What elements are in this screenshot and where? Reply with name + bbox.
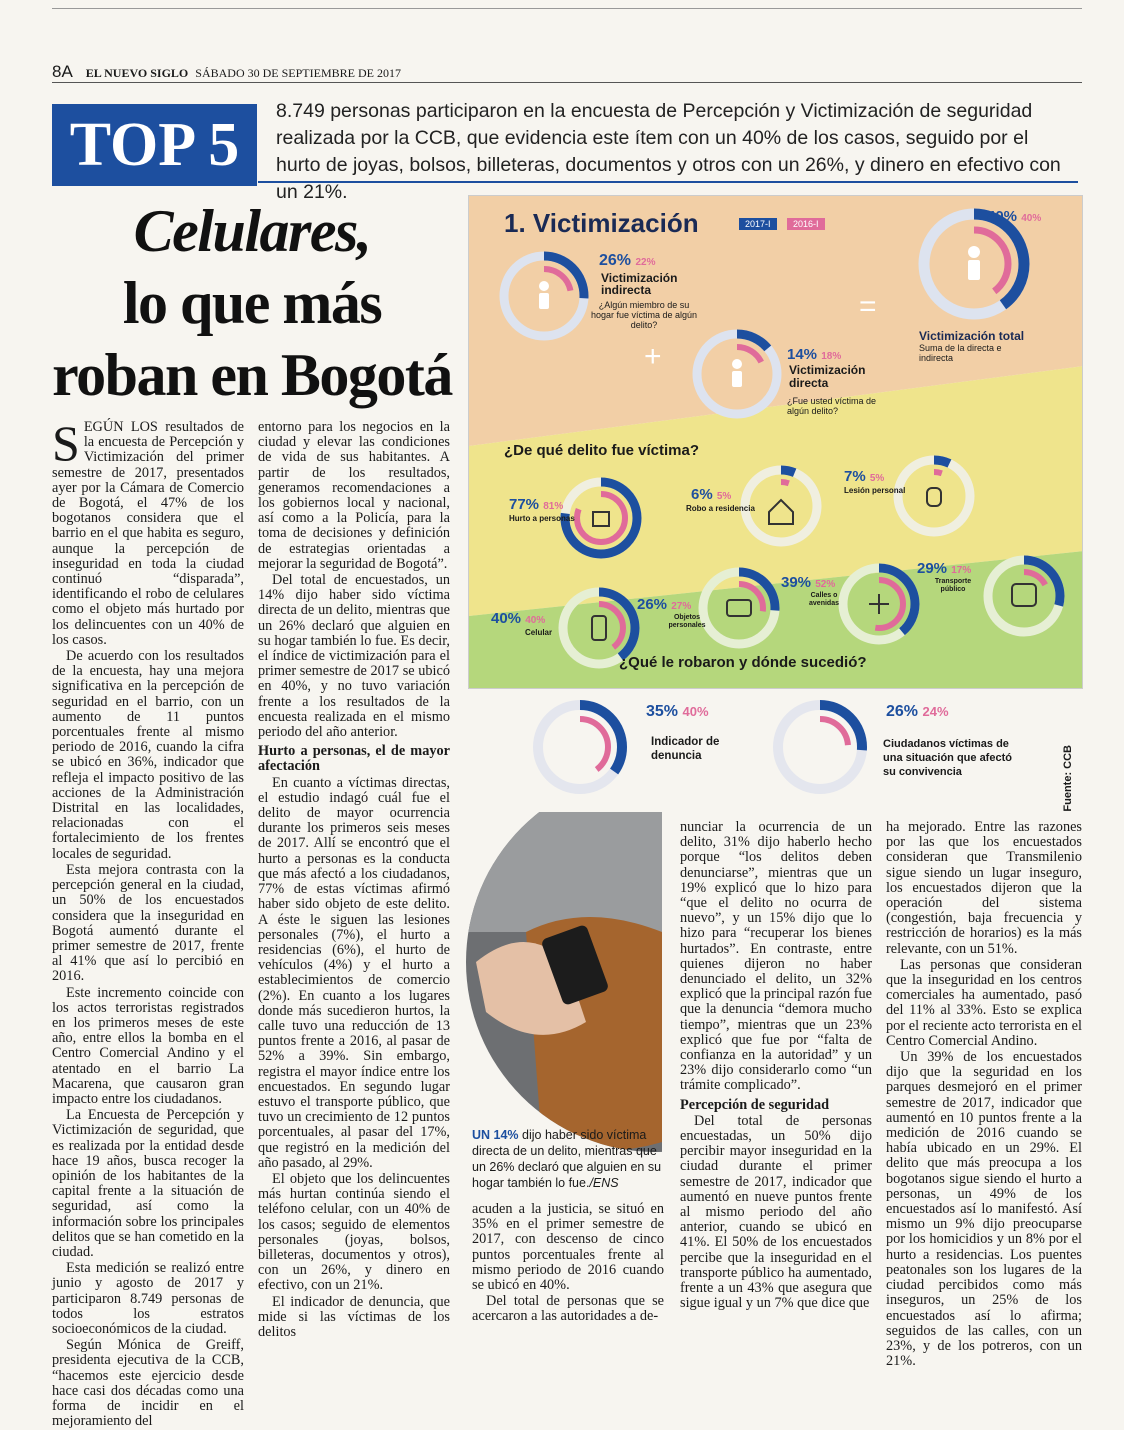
total-label: Victimización total [919, 329, 1025, 343]
delito-hurto-pct: 77% 81% [509, 496, 564, 513]
paragraph: En cuanto a víctimas directas, el estudio indagó cuál fue el delito de mayor ocurrencia durante los primeros seis meses de 2017. Allí se encontró que el hurto a personas es la conducta que más afectó a los ciudadanos, 77% de estas víctimas afirmó haber sido objeto de este delito. A éste le siguen las lesiones personales (7%), el hurto a residencias (6%), el hurto de vehículos (4%) y el hurto a establecimientos de comercio (2%). En cuanto a los lugares donde más sucedieron hurtos, la calle tuvo una reducción de 13 puntos frente a 2016, al pasar de 52% a 39%. Sin embargo, registra el mayor índice entre los encuestados. En segundo lugar estuvo el transporte público, que tuvo un crecimiento de 12 puntos porcentuales, al pasar del 17%, que registró en la medición del año pasado, al 29%. [258, 774, 450, 1171]
delito-robo-pct: 6% 5% [691, 486, 732, 503]
paragraph: entorno para los negocios en la ciudad y elevar las condiciones de vida de sus habitantes. A partir de los resultados, generamos recomendaciones a los gobiernos local y nacional, así como a la Policía, para la toma de decisiones y definición de estrategias orientadas a mejorar la seguridad de Bogotá”. [258, 419, 450, 572]
page-number: 8A [52, 62, 73, 81]
robo-celular-pct: 40% 40% [491, 610, 546, 627]
svg-text:+: + [644, 340, 662, 373]
robo-calles-label: Calles o avenidas [809, 592, 839, 607]
legend-2016: 2016-I [787, 218, 825, 230]
infographic [468, 195, 1083, 689]
headline-line2: lo que más [122, 270, 382, 336]
robo-celular-label: Celular [525, 628, 553, 637]
paragraph: Este incremento coincide con los actos terroristas registrados en los primeros meses de este año, entre ellos la bomba en el Centro Comercial Andino y el atentado en el barrio La Macarena, que causaron gran impacto entre los ciudadanos. [52, 984, 244, 1107]
intro-rule [258, 181, 1078, 183]
paragraph: ha mejorado. Entre las razones por las que los encuestados consideran que Transmilenio sigue siendo un lugar inseguro, los encuestados dijeron que la operación del sistema (congestión, baja frecuencia y restricción de horarios) es la más relevante, con un 51%. [886, 819, 1082, 957]
delito-hurto-label: Hurto a personas [509, 514, 575, 523]
drop-cap: S [52, 415, 80, 471]
headline [52, 195, 452, 411]
lead-paragraph: SEGÚN LOS resultados de la encuesta de Percepción y Victimización del primer semestre de 2017, presentados ayer por la Cámara de Comercio de Bogotá, el 47% de los bogotanos considera que el barrio en el que habita es seguro, aunque la percepción de inseguridad en toda la ciudad continuó “disparada”, identificando el robo de celulares como el objeto más hurtado por los delincuentes con un 40% de los casos. [52, 415, 244, 648]
directa-question: ¿Fue usted víctima de algún delito? [787, 396, 877, 416]
robo-transporte-pct: 29% 17% [917, 560, 972, 577]
svg-text:=: = [859, 290, 877, 323]
headline-line1: Celulares, [133, 198, 371, 264]
denuncia-pct: 35% 40% [646, 703, 709, 720]
robo-transporte-label: Transporte público [934, 578, 972, 593]
column-1 [52, 415, 244, 1430]
robo-objetos-pct: 26% 27% [637, 596, 692, 613]
top-rule [52, 8, 1082, 9]
legend-2017: 2017-I [739, 218, 777, 230]
source-credit: Fuente: CCB [1062, 745, 1074, 812]
paragraph: Del total de personas encuestadas, un 50% dijo percibir mayor inseguridad en la ciudad durante el primer semestre de 2017, indicador que aumentó en nueve puntos frente al mismo periodo del año anterior, cuando se ubicó en 41%. El 50% de los encuestados percibe que la inseguridad en el transporte público ha aumentado, frente a un 43% que asegura que sigue igual y un 7% que dice que [680, 1112, 872, 1312]
paragraph: Las personas que consideran que la inseguridad en los centros comerciales ha aumentado, pasó del 11% al 33%. Esto se explica por el reciente acto terrorista en el Centro Comercial Andino. [886, 956, 1082, 1049]
delito-lesion-pct: 7% 5% [844, 468, 885, 485]
paragraph: Del total de personas que se acercaron a las autoridades a de- [472, 1293, 664, 1325]
paragraph: nunciar la ocurrencia de un delito, 31% dijo haberlo hecho porque “los delitos deben denunciarse”, mientras que un 19% explicó que lo hizo para “que el delito no ocurra de nuevo”, y un 15% dijo que lo hizo para “recuperar los bienes hurtados”. En contraste, entre quienes dijeron no haber denunciado el delito, un 32% explicó que la principal razón fue que la denuncia “demora mucho tiempo”, mientras que un 23% explicó que fue por “falta de confianza en la autoridad” y un 23% dijo considerarlo como “un trámite complicado”. [680, 819, 872, 1094]
intro-text: 8.749 personas participaron en la encuesta de Percepción y Victimización de seguridad realizada por la CCB, que evidencia este ítem con un 40% de los casos, seguido por el hurto de joyas, bolsos, billeteras, documentos y otros con un 26%, y dinero en efectivo con un 21%. [276, 100, 1061, 203]
top5-badge: TOP 5 [52, 104, 257, 186]
paragraph: acuden a la justicia, se situó en 35% en el primer semestre de 2017, con descenso de cinco puntos porcentuales frente al mismo periodo de 2016 cuando se ubicó en 40%. [472, 1201, 664, 1294]
indirecta-pct: 26% 22% [599, 252, 656, 269]
paragraph: Esta mejora contrasta con la percepción general en la ciudad, un 50% de los encuestados considera que la inseguridad en Bogotá aumentó durante el primer semestre de 2017, frente al 41% que así lo percibió en 2016. [52, 861, 244, 985]
paragraph: La Encuesta de Percepción y Victimización de seguridad, que es realizada por la entidad desde hace 19 años, busca recoger la opinión de los habitantes de la capital frente a la situación de seguridad, así como la información sobre los principales delitos que se han cometido en la ciudad. [52, 1107, 244, 1260]
newspaper-name: EL NUEVO SIGLO [85, 66, 189, 80]
column-4 [680, 820, 872, 1313]
robaron-title: ¿Qué le robaron y dónde sucedió? [619, 654, 867, 671]
robo-calles-pct: 39% 52% [781, 574, 836, 591]
paragraph: Según Mónica de Greiff, presidenta ejecutiva de la CCB, “hacemos este ejercicio desde hace casi dos décadas como una forma de incidir en el mejoramiento del [52, 1337, 244, 1430]
photo-caption: UN 14% dijo haber sido víctima directa de un delito, mientras que un 26% declaró que alguien en su hogar también lo fue./ENS [472, 1128, 662, 1190]
subhead-percepcion: Percepción de seguridad [680, 1096, 830, 1113]
family-icon [539, 281, 549, 309]
paragraph: Del total de encuestados, un 14% dijo haber sido víctima directa de un delito, mientras que un 26% declaró que alguien en su hogar también lo fue. Es decir, el índice de victimización para el primer semestre de 2017 se ubicó en 40%, y no tuvo variación frente a los resultados de la encuesta realizada en el mismo periodo del año anterior. [258, 572, 450, 741]
paragraph: Un 39% de los encuestados dijo que la seguridad en los parques desmejoró en el primer semestre de 2017, indicador que aumentó en 10 puntos frente a la medición de 2016 cuando se había ubicado en un 29%. El delito que más preocupa a los bogotanos sigue siendo el hurto a personas, un 49% de los encuestados así lo manifestó. Así mismo un 9% dijo preocuparse por los homicidios y un 8% por el hurto a residencias. Los puentes peatonales son los lugares de la ciudad percibidos como más inseguros, un 25% de los encuestados así lo afirma; seguidos de las calles, con un 23%, y de los potreros, con un 21%. [886, 1049, 1082, 1370]
total-note: Suma de la directa e indirecta [919, 343, 1002, 363]
delito-title: ¿De qué delito fue víctima? [504, 442, 700, 459]
infographic-title: 1. Victimización [504, 208, 699, 238]
column-2 [258, 420, 450, 1341]
page-folio [52, 62, 401, 82]
indirecta-label: Victimización indirecta [601, 271, 678, 297]
subhead-hurto: Hurto a personas, el de mayor afectación [258, 743, 450, 775]
indirecta-question: ¿Algún miembro de su hogar fue víctima de algún delito? [590, 300, 698, 330]
delito-robo-label: Robo a residencia [686, 504, 755, 513]
denuncia-label: Indicador de denuncia [651, 736, 720, 762]
paragraph: El indicador de denuncia, que mide si las víctimas de los delitos [258, 1293, 450, 1340]
paragraph: De acuerdo con los resultados de la encuesta, hay una mejora significativa en la percepción de seguridad en el barrio, con un aumento de 11 puntos porcentuales frente al mismo periodo de 2016, cuando la cifra se ubicó en 36%, indicador que refleja el impacto positivo de las acciones de la Administración Distrital en las localidades, relacionadas con el fortalecimiento de los frentes locales de seguridad. [52, 648, 244, 862]
person-icon-total [968, 246, 980, 280]
person-icon-direct [732, 359, 742, 387]
headline-line3: roban en Bogotá [52, 342, 452, 408]
total-pct: 40% 40% [987, 208, 1042, 225]
column-5 [886, 820, 1082, 1370]
robo-objetos-label: Objetos personales [668, 614, 706, 629]
header-rule [52, 82, 1082, 83]
paragraph: Esta medición se realizó entre junio y agosto de 2017 y participaron 8.749 personas de todos los estratos socioeconómicos de la ciudad. [52, 1260, 244, 1337]
paragraph: El objeto que los delincuentes más hurtan continúa siendo el teléfono celular, con un 40% de los casos; seguido de elementos personales (joyas, bolsos, billeteras, documentos y otros), con un 26%, y dinero en efectivo, con un 21%. [258, 1170, 450, 1294]
infographic-indicators [468, 689, 1083, 807]
directa-label: Victimización directa [789, 363, 866, 390]
convivencia-label: Ciudadanos víctimas de una situación que afectó su convivencia [883, 738, 1012, 778]
issue-date: SÁBADO 30 DE SEPTIEMBRE DE 2017 [195, 66, 401, 80]
delito-lesion-label: Lesión personal [844, 486, 906, 495]
column-3 [472, 1202, 664, 1326]
directa-pct: 14% 18% [787, 346, 842, 363]
convivencia-pct: 26% 24% [886, 703, 949, 720]
